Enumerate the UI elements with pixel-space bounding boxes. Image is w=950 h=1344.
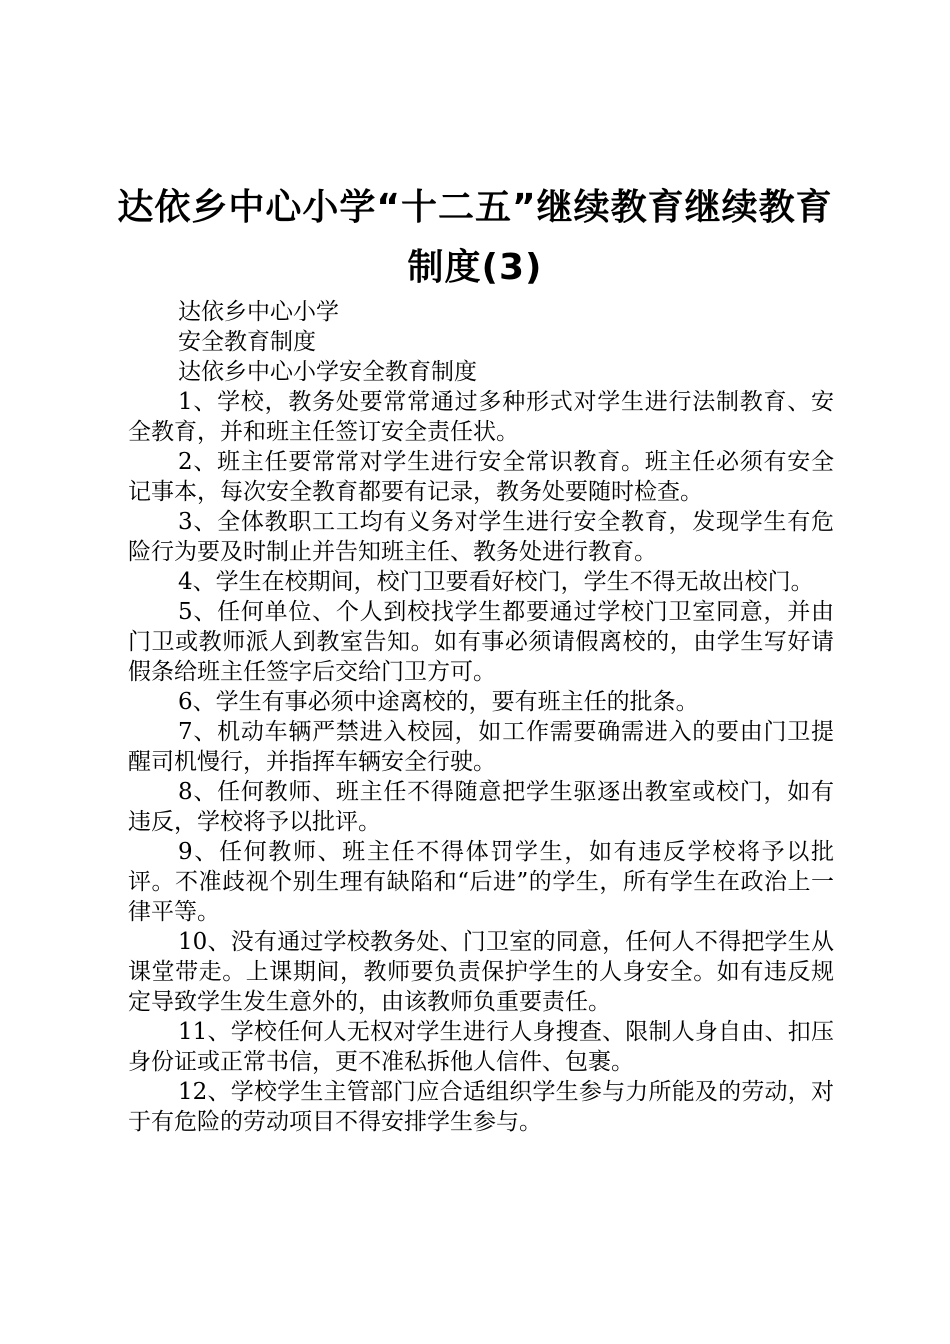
rule-item-3: 3、全体教职工工均有义务对学生进行安全教育，发现学生有危险行为要及时制止并告知班主任、教务处进行教育。 (128, 509, 834, 565)
rule-item-2: 2、班主任要常常对学生进行安全常识教育。班主任必须有安全记事本，每次安全教育都要有记录，教务处要随时检查。 (128, 449, 834, 505)
section-heading: 安全教育制度 (178, 329, 316, 355)
rule-item-12: 12、学校学生主管部门应合适组织学生参与力所能及的劳动，对于有危险的劳动项目不得安排学生参与。 (128, 1079, 834, 1135)
rule-item-5: 5、任何单位、个人到校找学生都要通过学校门卫室同意，并由门卫或教师派人到教室告知。如有事必须请假离校的，由学生写好请假条给班主任签字后交给门卫方可。 (128, 599, 834, 685)
rule-item-8: 8、任何教师、班主任不得随意把学生驱逐出教室或校门，如有违反，学校将予以批评。 (128, 779, 834, 835)
title-line-1: 达依乡中心小学“十二五”继续教育继续教育 (117, 187, 833, 228)
rule-item-9: 9、任何教师、班主任不得体罚学生，如有违反学校将予以批评。不准歧视个别生理有缺陷和“后进”的学生，所有学生在政治上一律平等。 (128, 839, 834, 925)
rule-item-4: 4、学生在校期间，校门卫要看好校门，学生不得无故出校门。 (178, 569, 814, 595)
document-title (110, 178, 840, 298)
regulation-title: 达依乡中心小学安全教育制度 (178, 359, 477, 385)
title-line-2: 制度(3) (407, 247, 543, 288)
rule-item-10: 10、没有通过学校教务处、门卫室的同意，任何人不得把学生从课堂带走。上课期间，教师要负责保护学生的人身安全。如有违反规定导致学生发生意外的，由该教师负重要责任。 (128, 929, 834, 1015)
rule-item-11: 11、学校任何人无权对学生进行人身搜查、限制人身自由、扣压身份证或正常书信，更不准私拆他人信件、包裹。 (128, 1019, 834, 1075)
rule-item-7: 7、机动车辆严禁进入校园，如工作需要确需进入的要由门卫提醒司机慢行，并指挥车辆安全行驶。 (128, 719, 834, 775)
document-body (128, 297, 834, 1137)
rule-item-6: 6、学生有事必须中途离校的，要有班主任的批条。 (178, 689, 699, 715)
rule-item-1: 1、学校，教务处要常常通过多种形式对学生进行法制教育、安全教育，并和班主任签订安全责任状。 (128, 389, 834, 445)
school-name: 达依乡中心小学 (178, 299, 339, 325)
